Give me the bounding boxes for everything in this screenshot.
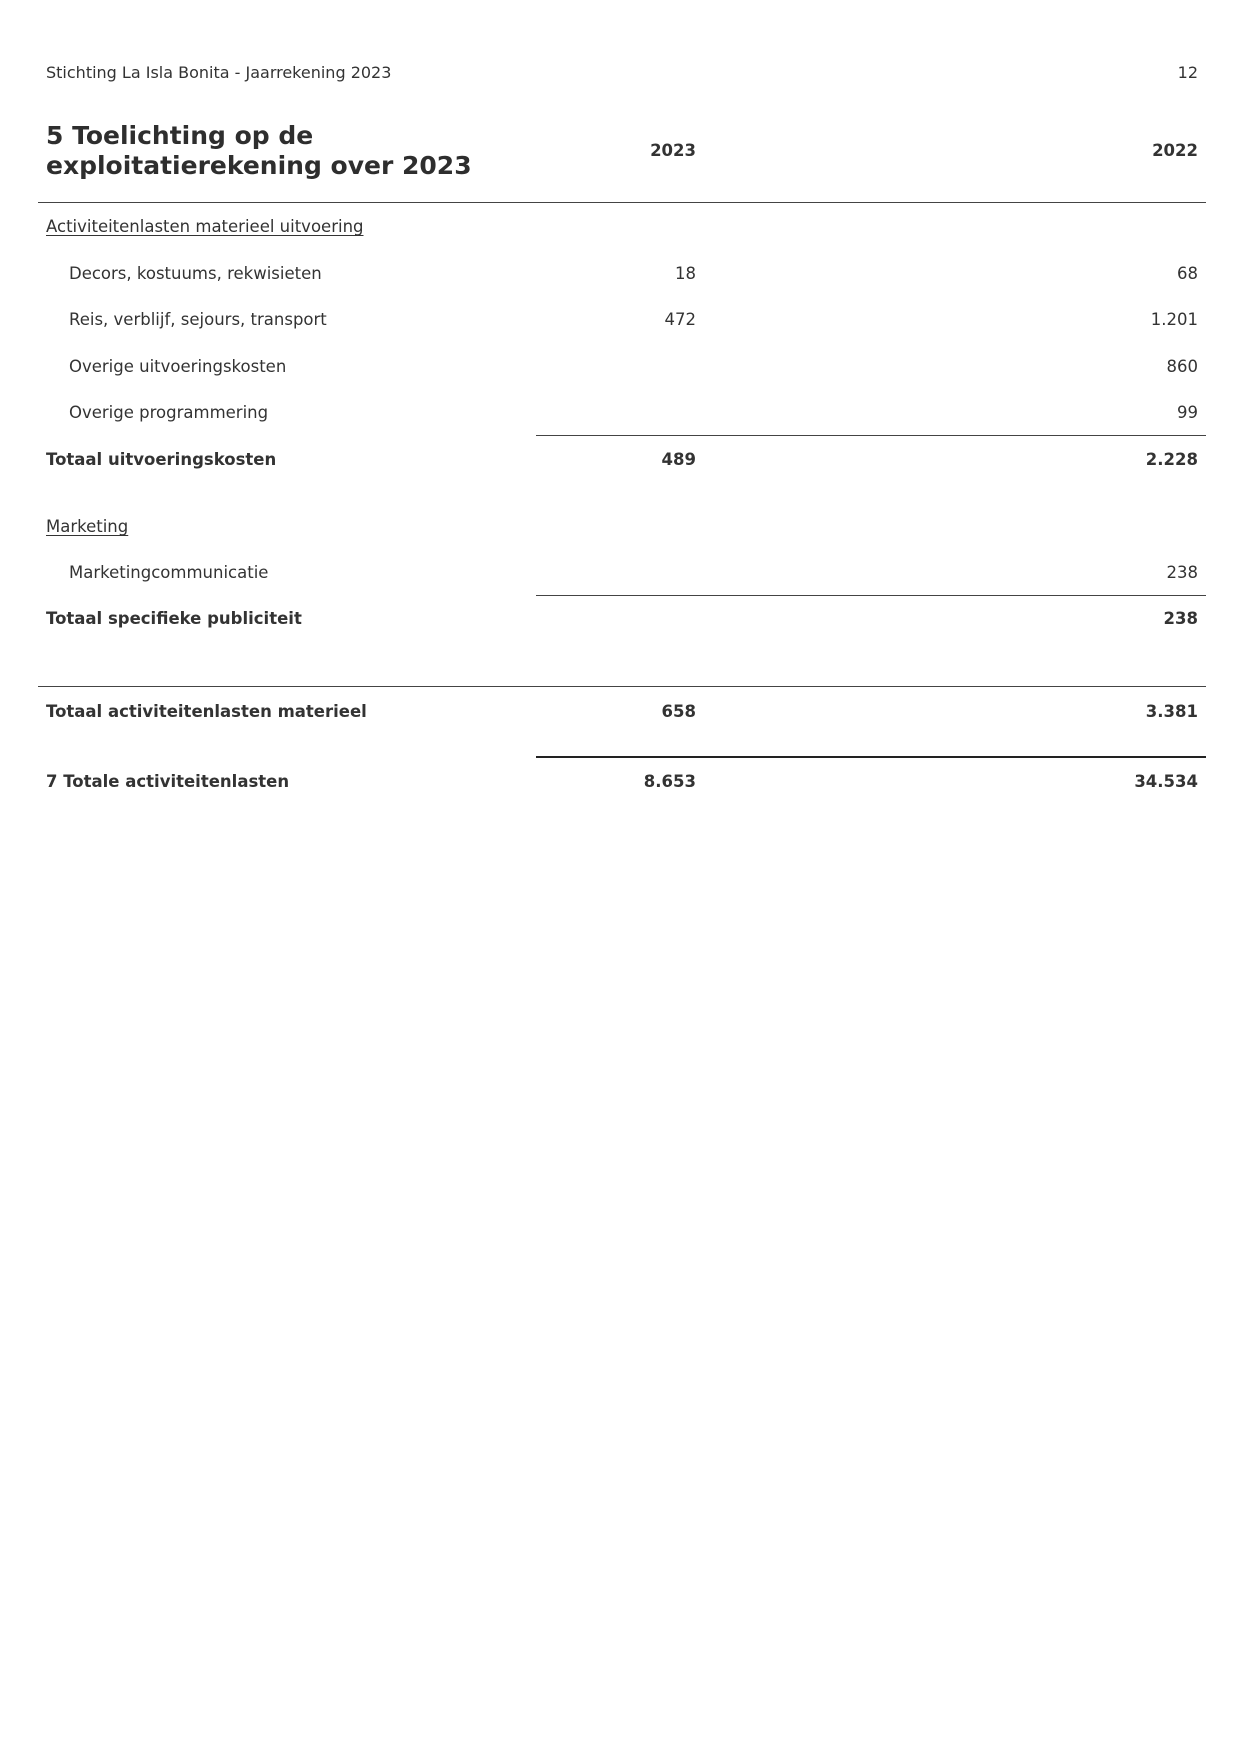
row-label: Reis, verblijf, sejours, transport	[69, 310, 327, 329]
value-2022: 860	[1166, 357, 1198, 376]
value-2023: 658	[661, 702, 696, 721]
table-row	[0, 403, 1241, 425]
value-2022: 34.534	[1134, 772, 1198, 791]
document-header-title: Stichting La Isla Bonita - Jaarrekening 2023	[46, 63, 392, 82]
table-row	[0, 357, 1241, 379]
page-number: 12	[1177, 63, 1198, 82]
category-heading	[0, 217, 1241, 239]
section-title-line2: exploitatierekening over 2023	[46, 151, 472, 180]
row-label: Marketing	[46, 517, 129, 536]
table-row	[0, 310, 1241, 332]
row-label: Marketingcommunicatie	[69, 563, 269, 582]
value-2023: 8.653	[643, 772, 696, 791]
value-2023: 472	[664, 310, 696, 329]
header-divider	[38, 202, 1206, 203]
value-2023: 18	[675, 264, 696, 283]
total-divider	[38, 686, 1206, 687]
row-label: Totaal uitvoeringskosten	[46, 450, 277, 469]
column-header-2023: 2023	[650, 141, 696, 160]
value-2022: 1.201	[1150, 310, 1198, 329]
value-2023: 489	[661, 450, 696, 469]
row-label: Totaal specifieke publiciteit	[46, 609, 302, 628]
row-label: Overige programmering	[69, 403, 269, 422]
row-label: 7 Totale activiteitenlasten	[46, 772, 290, 791]
category-heading	[0, 517, 1241, 539]
total-row	[0, 702, 1241, 724]
row-label: Totaal activiteitenlasten materieel	[46, 702, 367, 721]
row-label: Overige uitvoeringskosten	[69, 357, 287, 376]
grand-total-divider	[536, 756, 1206, 758]
row-label: Decors, kostuums, rekwisieten	[69, 264, 322, 283]
subtotal-divider	[536, 435, 1206, 436]
section-title-line1: 5 Toelichting op de	[46, 121, 314, 150]
subtotal-divider	[536, 595, 1206, 596]
value-2022: 2.228	[1145, 450, 1198, 469]
value-2022: 68	[1177, 264, 1198, 283]
value-2022: 238	[1163, 609, 1198, 628]
subtotal-row	[0, 450, 1241, 472]
value-2022: 99	[1177, 403, 1198, 422]
value-2022: 3.381	[1145, 702, 1198, 721]
table-row	[0, 563, 1241, 585]
subtotal-row	[0, 609, 1241, 631]
table-row	[0, 264, 1241, 286]
grand-total-row	[0, 772, 1241, 794]
column-header-2022: 2022	[1152, 141, 1198, 160]
value-2022: 238	[1166, 563, 1198, 582]
row-label: Activiteitenlasten materieel uitvoering	[46, 217, 364, 236]
column-headers	[0, 141, 1241, 163]
